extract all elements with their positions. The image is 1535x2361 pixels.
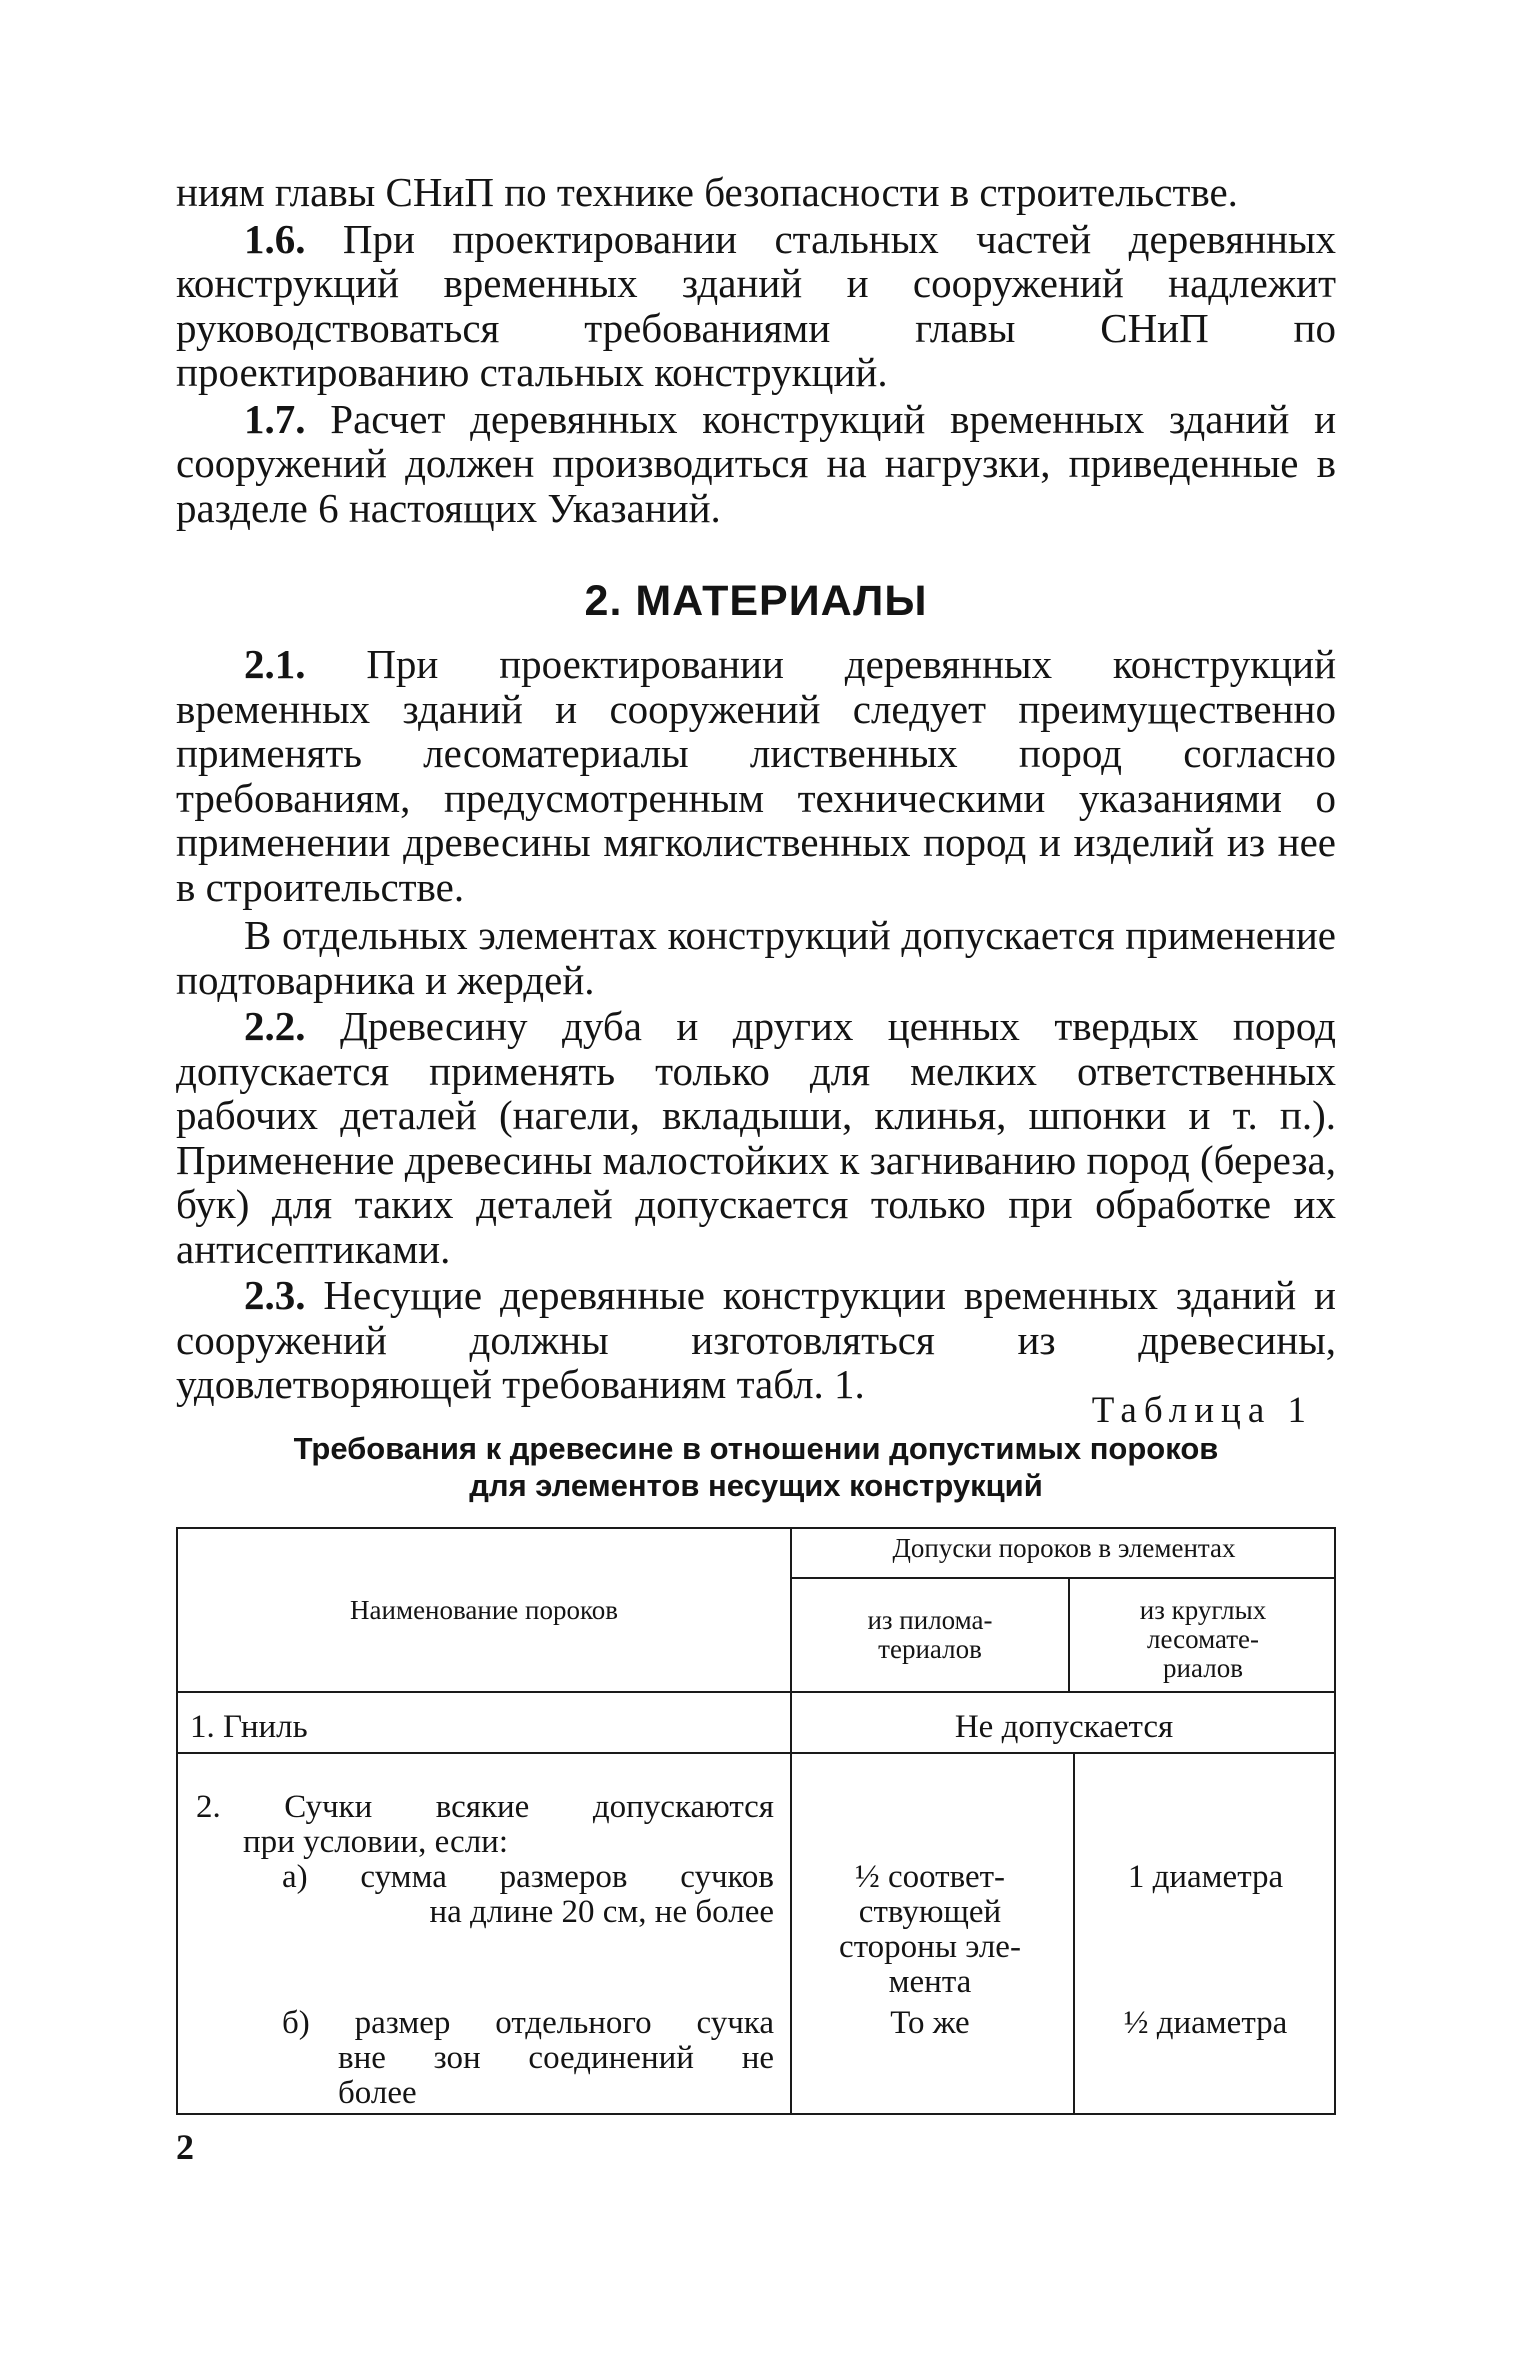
clause-number: 2.1. (244, 641, 306, 687)
clause-text: Несущие деревянные конструкции временных зданий и сооружений должны изготовляться из древесины, удовлетворяющей требованиям табл. 1. (176, 1272, 1336, 1407)
clause-number: 2.3. (244, 1272, 306, 1318)
row-rot-value: Не допускается (954, 1709, 1174, 1745)
table-top-rule (176, 1527, 1336, 1529)
table-subcolumn-rule-body (1073, 1752, 1075, 2115)
table-title-line-1: Требования к древесине в отношении допустимых пороков (293, 1431, 1219, 1466)
row-knots-a-round: 1 диаметра (1127, 1859, 1284, 1895)
clause-text: Древесину дуба и других ценных твердых пород допускается применять только для мелких ответственных рабочих деталей (нагели, вкладыши, клинья, шпонки и т. п.). Применение древесины малостойких к загниванию пород (береза, бук) для таких деталей допускается только при обработке их антисептиками. (176, 1003, 1336, 1272)
page-number: 2 (176, 2127, 194, 2167)
row-rot-name: 1. Гниль (190, 1709, 308, 1745)
clause-number: 1.7. (244, 395, 306, 442)
row-knots-a-line-1: а) сумма размеров сучков (282, 1859, 774, 1895)
table-subcolumn-rule (1068, 1577, 1070, 1691)
table-title-line-2: для элементов несущих конструкций (469, 1468, 1043, 1503)
paragraph-continuation: ниям главы СНиП по технике безопасности в строительстве. (176, 169, 1238, 215)
clause-text: Расчет деревянных конструкций временных зданий и сооружений должен производиться на нагрузки, приведенные в разделе 6 настоящих Указаний. (176, 395, 1337, 531)
header-defect-name: Наименование пороков (350, 1595, 618, 1625)
row-knots-a-line-2: на длине 20 см, не более (429, 1894, 774, 1930)
row-knots-b-line-1: б) размер отдельного сучка (282, 2005, 774, 2041)
row-knots-b-sawn: То же (890, 2005, 970, 2041)
table-column-rule (790, 1527, 792, 2115)
table-bottom-rule (176, 2113, 1336, 2115)
header-sawn-timber: из пилома- териалов (867, 1605, 993, 1664)
clause-number: 1.6. (244, 215, 306, 262)
table-header-rule (176, 1691, 1336, 1693)
header-tolerances: Допуски пороков в элементах (892, 1533, 1236, 1563)
table-right-border (1334, 1527, 1336, 2115)
table-row1-rule (176, 1752, 1336, 1754)
row-knots-b-line-2: вне зон соединений не (338, 2040, 774, 2076)
row-knots-b-line-3: более (338, 2075, 417, 2111)
paragraph-2-1-note: В отдельных элементах конструкций допускается применение подтоварника и жердей. (176, 912, 1336, 1003)
clause-number: 2.2. (244, 1003, 306, 1049)
table-label: Таблица 1 (1091, 1390, 1313, 1431)
row-knots-b-round: ½ диаметра (1123, 2005, 1288, 2041)
row-knots-name-line-1: 2. Сучки всякие допускаются (196, 1789, 774, 1825)
table-subheader-rule (791, 1577, 1336, 1579)
row-knots-name-line-2: при условии, если: (243, 1824, 508, 1860)
row-knots-a-sawn: ½ соответ- ствующей стороны эле- мента (839, 1859, 1021, 2000)
clause-text: При проектировании стальных частей деревянных конструкций временных зданий и сооружений надлежит руководствоваться требованиями главы СНиП по проектированию стальных конструкций. (176, 215, 1337, 395)
header-round-timber: из круглых лесомате- риалов (1139, 1595, 1267, 1683)
section-heading: 2. МАТЕРИАЛЫ (584, 577, 928, 625)
table-left-border (176, 1527, 178, 2115)
clause-text: При проектировании деревянных конструкций временных зданий и сооружений следует преимущественно применять лесоматериалы лиственных пород согласно требованиям, предусмотренным техническими указаниями о применении древесины мягколиственных пород и изделий из нее в строительстве. (176, 641, 1337, 910)
